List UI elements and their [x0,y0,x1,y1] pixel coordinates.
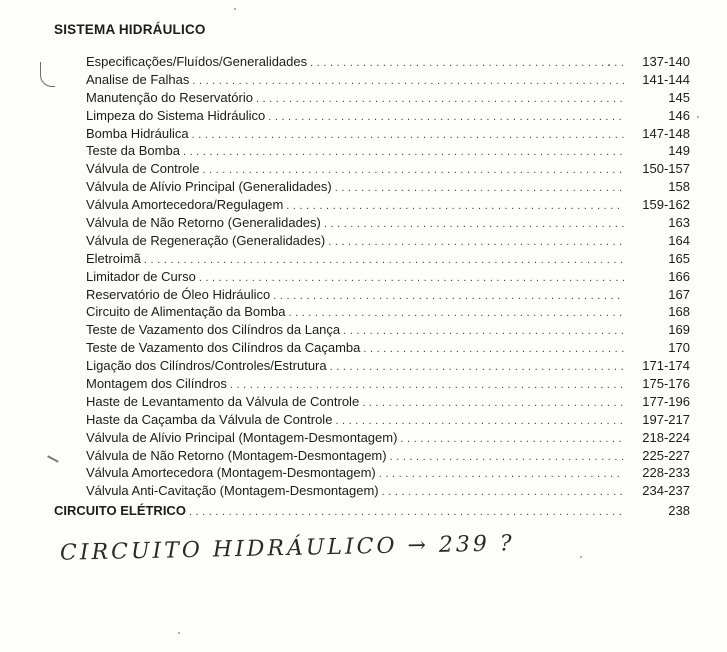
toc-row [86,125,690,143]
toc-row [86,339,690,357]
toc-entry-label: Válvula Amortecedora/Regulagem [86,197,284,213]
dot-leader [335,180,624,198]
toc-entry-label: Válvula de Não Retorno (Generalidades) [86,215,321,231]
dot-leader [189,504,624,522]
toc-row [86,286,690,304]
toc-row [86,232,690,250]
toc-row [86,411,690,429]
toc-row [86,107,690,125]
section-title: SISTEMA HIDRÁULICO [54,22,206,37]
toc-entry-label: CIRCUITO ELÉTRICO [54,503,186,518]
dot-leader [390,449,624,467]
toc-entry-pages: 165 [668,250,690,266]
toc-entry-pages: 170 [668,340,690,356]
toc-entry-label: Limitador de Curso [86,268,196,284]
main-toc-entry [54,502,690,520]
toc-entry-label: Teste de Vazamento dos Cilíndros da Lança [86,322,341,338]
toc-row [86,53,690,71]
toc-entry-label: Manutenção do Reservatório [86,89,253,105]
toc-entry-label: Bomba Hidráulica [86,125,189,141]
dot-leader [192,73,624,91]
toc-entry-pages: 164 [668,232,690,248]
toc-entry-pages: 146 [668,107,690,123]
toc-entry-pages: 197-217 [642,411,690,427]
toc-entry-pages: 234-237 [642,483,690,499]
toc-row [86,196,690,214]
toc-entry-pages: 150-157 [642,161,690,177]
dot-leader [256,91,624,109]
toc-entry-pages: 169 [668,322,690,338]
toc-row [86,250,690,268]
margin-tick-mark [47,455,58,462]
toc-entry-label: Válvula de Alívio Principal (Montagem-Desmontagem) [86,429,398,445]
toc-entry-label: Válvula de Controle [86,161,200,177]
toc-entry-pages: 218-224 [642,429,690,445]
toc-entry-label: Teste da Bomba [86,143,180,159]
dot-leader [363,341,624,359]
dot-leader [310,55,624,73]
toc-entry-pages: 225-227 [642,447,690,463]
toc-entry-pages: 168 [668,304,690,320]
dot-leader [268,109,624,127]
toc-entry-pages: 171-174 [642,358,690,374]
toc-row [54,502,690,520]
table-of-contents [86,53,690,500]
toc-entry-pages: 177-196 [642,393,690,409]
toc-entry-label: Eletroimã [86,250,141,266]
toc-entry-pages: 141-144 [642,71,690,87]
toc-entry-pages: 147-148 [642,125,690,141]
toc-row [86,375,690,393]
dot-leader [343,323,624,341]
dot-leader [362,395,624,413]
toc-entry-label: Analise de Falhas [86,71,190,87]
toc-entry-label: Válvula Anti-Cavitação (Montagem-Desmontagem) [86,483,379,499]
toc-row [86,160,690,178]
toc-entry-pages: 137-140 [642,54,690,69]
toc-row [86,142,690,160]
toc-entry-pages: 167 [668,286,690,302]
toc-row [86,464,690,482]
dot-leader [400,431,624,449]
toc-entry-label: Teste de Vazamento dos Cilíndros da Caçamba [86,340,361,356]
toc-row [86,89,690,107]
toc-row [86,357,690,375]
margin-bracket-mark [40,62,55,87]
dot-leader [183,144,624,162]
toc-entry-pages: 159-162 [642,197,690,213]
toc-entry-pages: 163 [668,215,690,231]
toc-entry-label: Circuito de Alimentação da Bomba [86,304,286,320]
toc-entry-label: Válvula de Não Retorno (Montagem-Desmontagem) [86,447,387,463]
dot-leader [192,127,624,145]
toc-entry-label: Haste de Levantamento da Válvula de Controle [86,393,360,409]
dot-leader [379,466,624,484]
toc-entry-pages: 228-233 [642,465,690,481]
dot-leader [286,198,624,216]
toc-row [86,303,690,321]
dot-leader [273,288,624,306]
scan-speck [697,116,699,118]
dot-leader [330,359,624,377]
toc-row [86,393,690,411]
scan-speck [580,556,582,558]
handwritten-note: CIRCUITO HIDRÁULICO → 239 ? [59,531,515,566]
toc-row [86,482,690,500]
toc-entry-label: Válvula de Regeneração (Generalidades) [86,232,326,248]
toc-entry-pages: 149 [668,143,690,159]
toc-row [86,268,690,286]
toc-entry-label: Válvula de Alívio Principal (Generalidades) [86,179,332,195]
scan-speck [178,632,180,634]
toc-row [86,429,690,447]
toc-row [86,447,690,465]
toc-entry-label: Haste da Caçamba da Válvula de Controle [86,411,333,427]
toc-row [86,214,690,232]
toc-entry-label: Limpeza do Sistema Hidráulico [86,107,266,123]
toc-entry-label: Reservatório de Óleo Hidráulico [86,286,271,302]
scan-speck [234,8,236,10]
toc-entry-label: Ligação dos Cilíndros/Controles/Estrutura [86,358,327,374]
toc-entry-pages: 145 [668,89,690,105]
toc-entry-label: Válvula Amortecedora (Montagem-Desmontagem) [86,465,376,481]
dot-leader [144,252,624,270]
toc-row [86,178,690,196]
toc-row [86,321,690,339]
toc-entry-pages: 175-176 [642,376,690,392]
toc-entry-label: Montagem dos Cilíndros [86,376,227,392]
toc-entry-label: Especificações/Fluídos/Generalidades [86,54,308,69]
dot-leader [328,234,624,252]
dot-leader [382,484,624,502]
toc-entry-pages: 158 [668,179,690,195]
toc-row [86,71,690,89]
toc-entry-pages: 166 [668,268,690,284]
dot-leader [324,216,624,234]
toc-entry-pages: 238 [668,503,690,518]
